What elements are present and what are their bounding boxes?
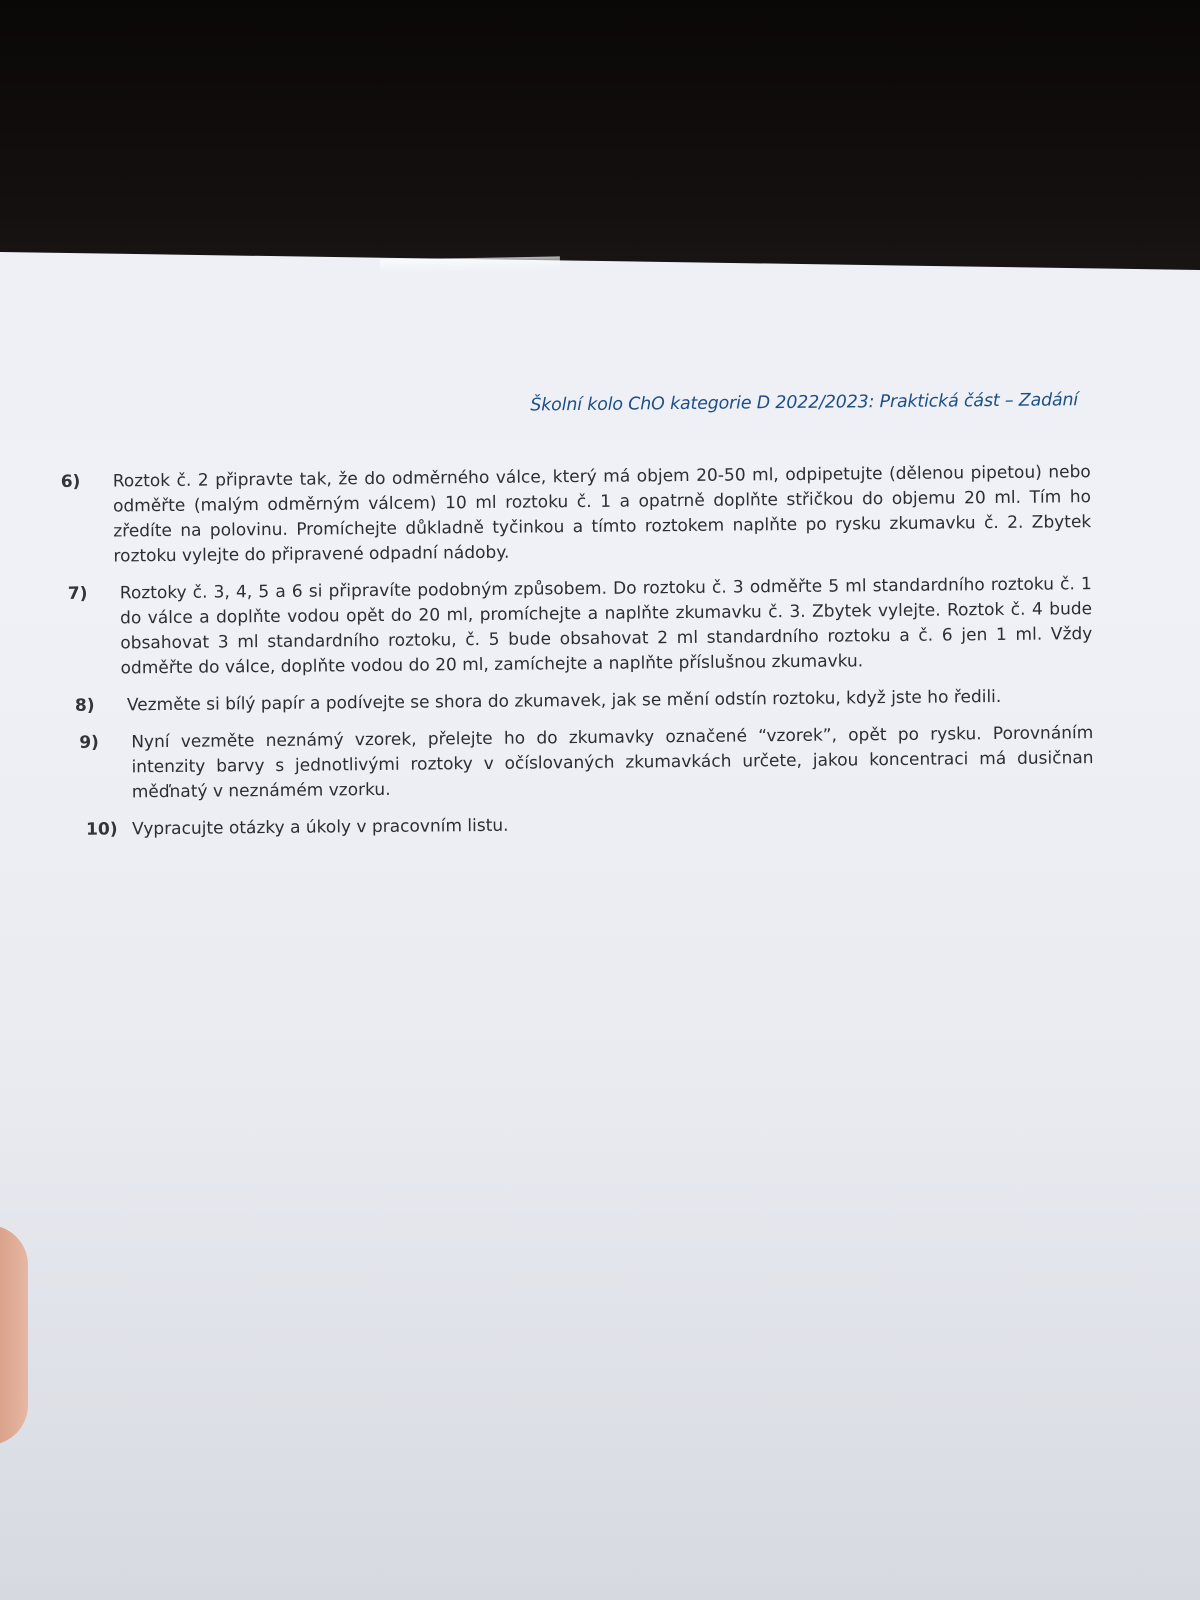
- item-text: Vezměte si bílý papír a podívejte se shora do zkumavek, jak se mění odstín roztoku, když jste ho ředili.: [126, 686, 1002, 716]
- paper-shadow: [0, 1100, 1200, 1600]
- instruction-item-9: [79, 721, 1094, 806]
- item-text: Nyní vezměte neznámý vzorek, přelejte ho do zkumavky označené “vzorek”, opět po rysku. Porovnáním intenzity barvy s jednotlivými roztoky v očíslovaných zkumavkách určete, jakou koncentraci má dusičnan měďnatý v neznámém vzorku.: [131, 723, 1094, 803]
- instruction-item-8: [75, 684, 1093, 719]
- item-number: 9): [79, 732, 99, 753]
- item-number: 6): [60, 471, 81, 492]
- item-number: 7): [67, 583, 88, 604]
- item-number: 10): [86, 819, 118, 840]
- item-text: Vypracujte otázky a úkoly v pracovním listu.: [132, 815, 509, 840]
- instruction-item-6: [61, 460, 1092, 570]
- item-text: Roztoky č. 3, 4, 5 a 6 si připravíte podobným způsobem. Do roztoku č. 3 odměřte 5 ml standardního roztoku č. 1 do válce a doplňte vodou opět do 20 ml, promíchejte a naplňte zkumavku č. 3. Zbytek vylejte. Roztok č. 4 bude obsahovat 3 ml standardního roztoku, č. 5 bude obsahovat 2 ml standardního roztoku a č. 6 jen 1 ml. Vždy odměřte do válce, doplňte vodou do 20 ml, zamíchejte a naplňte příslušnou zkumavku.: [119, 574, 1093, 679]
- item-number: 8): [74, 695, 95, 716]
- item-text: Roztok č. 2 připravte tak, že do odměrného válce, který má objem 20-50 ml, odpipetujte (dělenou pipetou) nebo odměřte (malým odměrným válcem) 10 ml roztoku č. 1 a opatrně doplňte střičkou do objemu 20 ml. Tím ho zředíte na polovinu. Promíchejte důkladně tyčinkou a tímto roztokem naplňte po rysku zkumavku č. 2. Zbytek roztoku vylejte do připravené odpadní nádoby.: [112, 462, 1092, 567]
- finger-holding-paper: [0, 1225, 28, 1445]
- instruction-item-10: [86, 808, 1094, 843]
- document-body: [60, 390, 1094, 855]
- instruction-item-7: [68, 572, 1093, 682]
- page-header-title: Školní kolo ChO kategorie D 2022/2023: Praktická část – Zadání: [530, 390, 1079, 416]
